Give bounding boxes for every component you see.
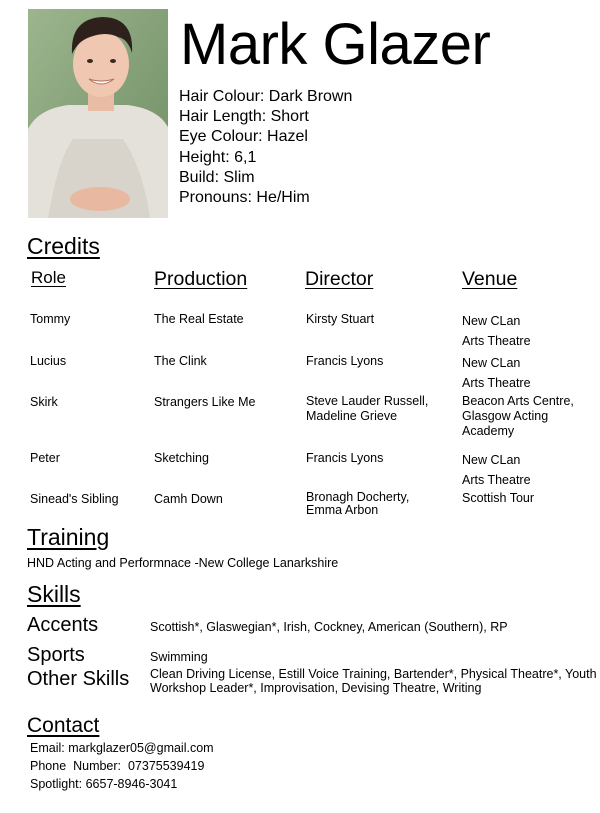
credit-director: Francis Lyons xyxy=(306,354,384,368)
other-skills-value-line1: Clean Driving License, Estill Voice Training, Bartender*, Physical Theatre*, Youth xyxy=(150,667,597,681)
col-role-header: Role xyxy=(31,268,66,287)
credit-production: Strangers Like Me xyxy=(154,395,256,409)
col-venue-header: Venue xyxy=(462,268,518,290)
skills-heading: Skills xyxy=(27,581,81,607)
credit-venue: Scottish Tour xyxy=(462,491,535,505)
attr-eye-colour: Eye Colour: Hazel xyxy=(179,128,308,145)
attr-build: Build: Slim xyxy=(179,169,255,186)
other-skills-value-line2: Workshop Leader*, Improvisation, Devising Theatre, Writing xyxy=(150,681,482,695)
sports-value: Swimming xyxy=(150,650,208,664)
actor-name: Mark Glazer xyxy=(180,12,491,77)
credit-production: Camh Down xyxy=(154,492,223,506)
credit-production: Sketching xyxy=(154,451,209,465)
accents-label: Accents xyxy=(27,614,99,636)
credit-venue: Beacon Arts Centre, Glasgow Acting Academy xyxy=(462,394,574,438)
credit-role: Sinead's Sibling xyxy=(30,492,119,506)
sports-label: Sports xyxy=(27,644,85,666)
attr-pronouns: Pronouns: He/Him xyxy=(179,189,310,206)
credit-director: Bronagh Docherty, Emma Arbon xyxy=(306,490,410,517)
col-director-header: Director xyxy=(305,268,374,290)
credit-role: Skirk xyxy=(30,395,58,409)
credit-production: The Clink xyxy=(154,354,207,368)
contact-heading: Contact xyxy=(27,714,100,737)
credit-role: Peter xyxy=(30,451,60,465)
credit-production: The Real Estate xyxy=(154,312,244,326)
attr-height: Height: 6,1 xyxy=(179,149,257,166)
col-production-header: Production xyxy=(154,268,248,290)
credit-venue: New CLan Arts Theatre xyxy=(462,453,531,487)
other-skills-label: Other Skills xyxy=(27,668,130,690)
training-heading: Training xyxy=(27,524,110,550)
credits-heading: Credits xyxy=(27,233,100,259)
credit-venue: New CLan Arts Theatre xyxy=(462,314,531,348)
credit-role: Lucius xyxy=(30,354,67,368)
credit-director: Kirsty Stuart xyxy=(306,312,375,326)
accents-value: Scottish*, Glaswegian*, Irish, Cockney, American (Southern), RP xyxy=(150,620,508,634)
attr-hair-length: Hair Length: Short xyxy=(179,108,309,125)
headshot-photo xyxy=(28,9,168,218)
credit-role: Tommy xyxy=(30,312,71,326)
credit-director: Francis Lyons xyxy=(306,451,384,465)
contact-phone: Phone Number: 07375539419 xyxy=(30,759,205,773)
contact-email: Email: markglazer05@gmail.com xyxy=(30,741,214,755)
training-text: HND Acting and Performnace -New College Lanarkshire xyxy=(27,556,339,570)
credit-venue: New CLan Arts Theatre xyxy=(462,356,531,390)
contact-spotlight: Spotlight: 6657-8946-3041 xyxy=(30,777,178,791)
credit-director: Steve Lauder Russell, Madeline Grieve xyxy=(306,394,429,423)
attr-hair-colour: Hair Colour: Dark Brown xyxy=(179,88,353,105)
